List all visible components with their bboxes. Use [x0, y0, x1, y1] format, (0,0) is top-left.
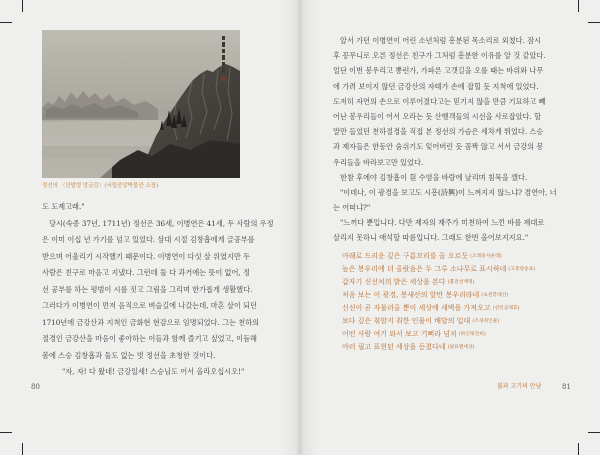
- page-number-left: 80: [31, 383, 40, 391]
- quote-line: "자, 자! 다 왔네! 금강일세! 스승님도 어서 올라오십시오!": [62, 367, 245, 376]
- quote-line: "느꺼다 뿐입니다. 다만 제자의 재주가 미천하여 느낀 바를 제대로: [340, 218, 545, 228]
- text-line: 한참 후에야 김창흡이 흰 수염을 바람에 날리며 침묵을 깼다.: [340, 172, 528, 182]
- crop-mark: [0, 22, 12, 23]
- text-line: 그러다가 이병연이 먼저 음직으로 벼슬길에 나갔는데, 마흔 살이 되던: [42, 301, 257, 310]
- crop-mark: [578, 443, 579, 455]
- poem-line: [342, 289, 568, 302]
- lower-mist: [42, 158, 112, 178]
- text-line: 봄에 스승 김창흡과 둘도 없는 벗 정선을 초청한 것이다.: [42, 350, 216, 360]
- quote-line: "이데나, 이 광경을 보고도 시흥(詩興)이 느껴지지 않느냐? 겸연아, 너: [340, 187, 557, 197]
- text-line: 사람은 친구로 마음고 지냈다. 그런데 둘 다 과거에는 뜻이 없어, 정: [42, 268, 250, 277]
- text-line: 에 가려 보이지 않던 금강산의 자태가 손에 잡힐 듯 지척에 있었다.: [333, 81, 539, 91]
- text-line: 과 제자들은 한동안 숨쉬기도 잊어버린 듯 꼼짝 않고 서서 금강의 봉: [333, 142, 544, 152]
- left-page-body: [42, 199, 285, 381]
- poem-line: [342, 315, 568, 328]
- painting-caption: 정선의 〈단발령 망금강〉(국립중앙박물관 소장): [42, 183, 159, 189]
- poem-block: [342, 250, 568, 354]
- running-head: 불과 고기의 만남: [497, 383, 542, 390]
- crop-mark: [578, 0, 579, 12]
- poem-text: 신선이 곧 자물러올 뿐이 세상에 새벽을 가져오고: [342, 304, 491, 312]
- text-line: 받으며 어울리기 시작했기 때문이다. 이병연이 다섯 살 위였지만 두: [42, 251, 251, 261]
- poem-note: (필표별세상): [447, 345, 475, 350]
- poem-line: [342, 341, 568, 354]
- crop-mark: [22, 0, 23, 12]
- text-line: 말만 들었던 천하절경을 직접 본 정선의 가슴은 세차게 뛰었다. 스승: [333, 127, 544, 137]
- poem-text: 아러 필고 표현된 세상을 등졌다네: [342, 343, 446, 351]
- right-page-body: [333, 33, 567, 246]
- poem-line: [342, 276, 568, 289]
- poem-text: 보다 깊은 취할지 취한 인물이 배달의 입대: [342, 317, 471, 325]
- text-line: 1710년에 금강산과 지척인 금화현 현감으로 임명되었다. 그는 천하의: [42, 317, 260, 327]
- text-line: 어난 봉우리들이 어서 오라는 듯 산행객들의 시선을 사로잡았다. 할: [333, 111, 542, 121]
- text-line: 당시(숙종 37년, 1711년) 정선은 36세, 이병연은 41세, 두 사람의 우정: [49, 218, 274, 228]
- text-line: 은 이미 이십 년 가기를 넘고 있었다. 삼대 시절 김창흡에게 글공부를: [42, 235, 255, 244]
- poem-text: 갑자기 신선처의 밝은 세상을 본다: [342, 278, 446, 286]
- text-line: 우리들을 바라보고만 있었다.: [333, 157, 424, 167]
- poem-text: 처음 보는 이 광경, 봉새산의 앞만 봉우리라네: [342, 291, 480, 299]
- poem-text: 아래로 드리운 깊은 구름꼬리를 올 오르듯: [342, 252, 469, 260]
- book-gutter: [282, 0, 318, 455]
- text-line: 도저히 자연의 손으로 이루어졌다고는 믿기지 않을 만큼 기묘하고 빼: [333, 96, 546, 106]
- text-line: 후 꽁무니로 오른 정선은 친구가 그처럼 흥분한 이유를 알 것 같았다.: [333, 51, 546, 61]
- poem-note: (고봉양송표): [508, 267, 536, 272]
- poem-text: 높은 봉우리에 더 올랐음은 두 그루 소나무로 표시하네: [342, 265, 507, 273]
- poem-note: (초견봉래산): [481, 293, 509, 298]
- poem-line: [342, 302, 568, 315]
- poem-line: [342, 328, 568, 341]
- poem-line: [342, 263, 568, 276]
- poem-text: 어떤 사람 여기 와서 보고 기뻐라 넘치: [342, 330, 457, 338]
- text-line: 절경인 금강산을 마음이 좋아하는 이들과 함께 즐기고 싶었고, 이듬해: [42, 334, 257, 343]
- landscape-painting: [42, 30, 240, 178]
- poem-note: (하인래견희): [458, 332, 486, 337]
- crop-mark: [588, 432, 600, 433]
- poem-note: (조경취인물): [472, 319, 500, 324]
- text-line: 도 도제고래.": [42, 202, 85, 211]
- quote-line: 는 어떠냐?": [333, 203, 371, 213]
- page-number-right: 81: [562, 383, 571, 391]
- crop-mark: [22, 443, 23, 455]
- text-line: 일단 이번 봉우리고 뽕런가, 가파른 고갯길을 오를 때는 바위와 나무: [333, 66, 544, 76]
- crop-mark: [0, 432, 12, 433]
- text-line: 선 공부를 하는 평범이 시를 짓고 그림을 그리며 한가롭게 생활했다.: [42, 284, 253, 294]
- quote-line: 살리지 못하니 애석할 따름입니다. 그래도 한번 올어보지지요.": [333, 233, 529, 243]
- poem-line: [342, 250, 568, 263]
- crop-mark: [588, 22, 600, 23]
- poem-note: (선인곧래효): [492, 306, 520, 311]
- poem-note: (홀견선계명): [447, 280, 475, 285]
- text-line: 앞서 가던 이병연이 어린 소년처럼 흥분된 목소리로 외쳤다. 잠시: [340, 36, 542, 45]
- poem-note: (오래동서운래): [470, 254, 502, 259]
